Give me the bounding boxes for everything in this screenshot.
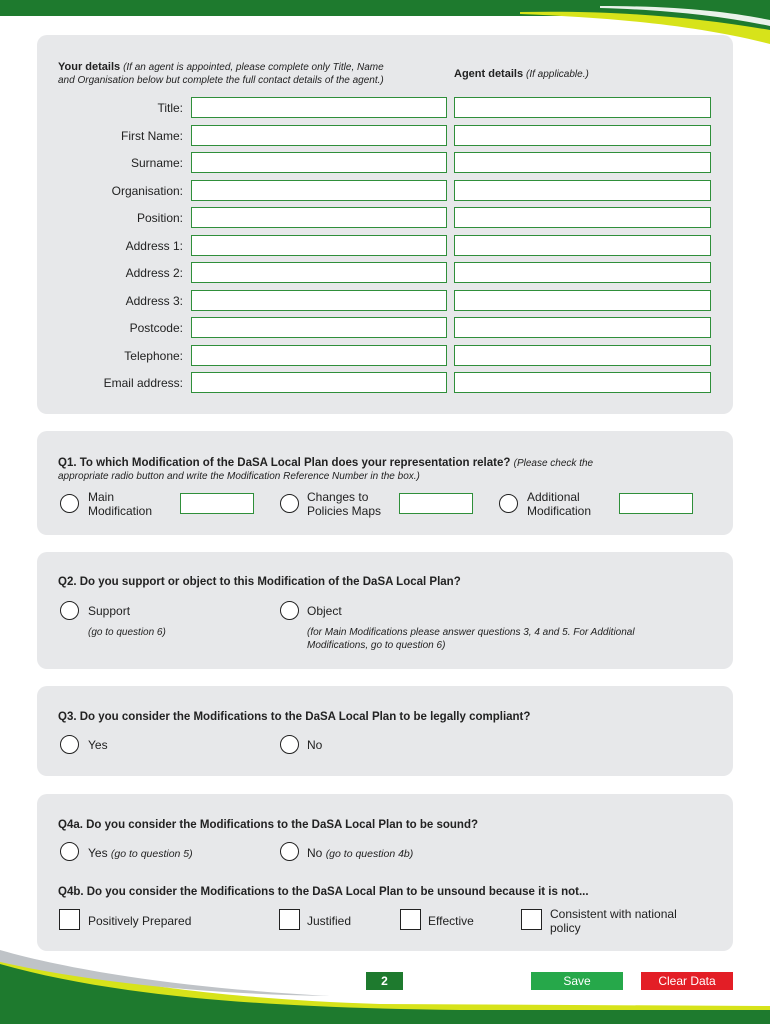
support-radio[interactable] — [60, 601, 79, 620]
additional-modification-label: Additional Modification — [527, 490, 592, 518]
q1-subtitle: appropriate radio button and write the Modification Reference Number in the box.) — [58, 471, 420, 482]
positively-prepared-checkbox[interactable] — [59, 909, 80, 930]
additional-modification-radio[interactable] — [499, 494, 518, 513]
policies-maps-ref-input[interactable] — [399, 493, 473, 514]
details-row-label: Postcode: — [129, 321, 183, 335]
main-modification-ref-input[interactable] — [180, 493, 254, 514]
agent-details-input[interactable] — [454, 207, 711, 228]
q3-yes-label: Yes — [88, 738, 108, 752]
agent-details-input[interactable] — [454, 290, 711, 311]
agent-details-heading: Agent details (If applicable.) — [454, 68, 589, 80]
agent-details-input[interactable] — [454, 125, 711, 146]
page-number: 2 — [366, 972, 403, 990]
policies-maps-label: Changes to Policies Maps — [307, 490, 382, 518]
your-details-input[interactable] — [191, 207, 447, 228]
q4-panel — [37, 794, 733, 951]
agent-details-input[interactable] — [454, 152, 711, 173]
main-modification-label: Main Modification — [88, 490, 153, 518]
agent-details-input[interactable] — [454, 317, 711, 338]
agent-details-input[interactable] — [454, 262, 711, 283]
object-note: (for Main Modifications please answer questions 3, 4 and 5. For Additional Modifications, go to question 6) — [307, 627, 635, 651]
effective-checkbox[interactable] — [400, 909, 421, 930]
q1-title: Q1. To which Modification of the DaSA Local Plan does your representation relate? (Please check the — [58, 457, 594, 469]
your-details-input[interactable] — [191, 152, 447, 173]
object-radio[interactable] — [280, 601, 299, 620]
object-label: Object — [307, 604, 342, 618]
details-row-label: First Name: — [120, 129, 183, 143]
q2-title: Q2. Do you support or object to this Modification of the DaSA Local Plan? — [58, 576, 461, 588]
support-note: (go to question 6) — [88, 627, 166, 638]
q4a-no-radio[interactable] — [280, 842, 299, 861]
positively-prepared-label: Positively Prepared — [88, 914, 192, 928]
q1-panel — [37, 431, 733, 535]
q3-panel — [37, 686, 733, 776]
q3-no-radio[interactable] — [280, 735, 299, 754]
details-row-label: Telephone: — [124, 349, 183, 363]
your-details-input[interactable] — [191, 125, 447, 146]
details-row-label: Position: — [136, 211, 183, 225]
clear-data-button[interactable]: Clear Data — [641, 972, 733, 990]
q2-panel — [37, 552, 733, 669]
details-row-label: Organisation: — [111, 184, 183, 198]
save-button[interactable]: Save — [531, 972, 623, 990]
support-label: Support — [88, 604, 131, 618]
q4a-title: Q4a. Do you consider the Modifications to the DaSA Local Plan to be sound? — [58, 819, 479, 831]
agent-details-input[interactable] — [454, 97, 711, 118]
your-details-input[interactable] — [191, 372, 447, 393]
your-details-input[interactable] — [191, 180, 447, 201]
your-details-heading: Your details (If an agent is appointed, please complete only Title, Name and Organisation below but complete the full contact details of the agent.) — [58, 61, 384, 86]
details-row-label: Address 2: — [125, 266, 183, 280]
main-modification-radio[interactable] — [60, 494, 79, 513]
q4a-yes-radio[interactable] — [60, 842, 79, 861]
q3-no-label: No — [307, 738, 323, 752]
agent-details-input[interactable] — [454, 180, 711, 201]
effective-label: Effective — [428, 914, 474, 928]
your-details-input[interactable] — [191, 317, 447, 338]
additional-modification-ref-input[interactable] — [619, 493, 693, 514]
q3-title: Q3. Do you consider the Modifications to the DaSA Local Plan to be legally compliant? — [58, 711, 531, 723]
justified-label: Justified — [307, 914, 352, 928]
details-row-label: Address 1: — [125, 239, 183, 253]
agent-details-input[interactable] — [454, 372, 711, 393]
details-row-label: Surname: — [130, 156, 183, 170]
consistent-national-policy-checkbox[interactable] — [521, 909, 542, 930]
your-details-input[interactable] — [191, 290, 447, 311]
consistent-national-policy-label: Consistent with national policy — [550, 907, 677, 935]
agent-details-input[interactable] — [454, 345, 711, 366]
agent-details-input[interactable] — [454, 235, 711, 256]
q4a-no-label: No (go to question 4b) — [307, 846, 414, 860]
q3-yes-radio[interactable] — [60, 735, 79, 754]
details-row-label: Title: — [157, 101, 183, 115]
details-row-label: Email address: — [103, 376, 183, 390]
policies-maps-radio[interactable] — [280, 494, 299, 513]
details-row-label: Address 3: — [125, 294, 183, 308]
justified-checkbox[interactable] — [279, 909, 300, 930]
your-details-input[interactable] — [191, 262, 447, 283]
your-details-input[interactable] — [191, 97, 447, 118]
your-details-input[interactable] — [191, 345, 447, 366]
your-details-input[interactable] — [191, 235, 447, 256]
q4a-yes-label: Yes (go to question 5) — [88, 846, 193, 860]
q4b-title: Q4b. Do you consider the Modifications to the DaSA Local Plan to be unsound because it is not... — [58, 886, 589, 898]
